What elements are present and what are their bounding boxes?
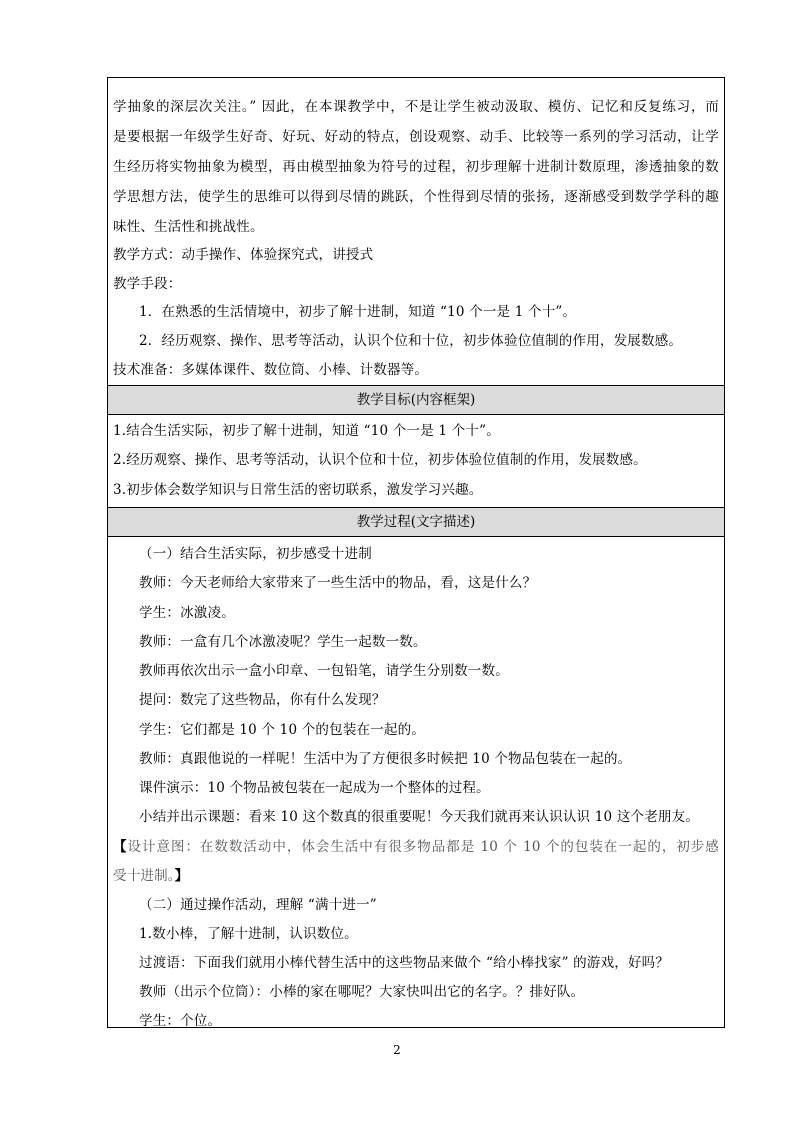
process-line: 教师：一盒有几个冰激凌呢？学生一起数一数。: [139, 634, 427, 650]
process-line: 提问：数完了这些物品，你有什么发现？: [139, 692, 386, 708]
process-line: 教师再依次出示一盒小印章、一包铅笔，请学生分别数一数。: [139, 663, 509, 679]
process-line: 学生：个位。: [139, 1013, 222, 1029]
page-number: 2: [393, 1043, 401, 1057]
process-header: 教学过程(文字描述): [108, 507, 724, 537]
goal-item: 2.经历观察、操作、思考等活动，认识个位和十位，初步体验位值制的作用，发展数感。: [113, 452, 647, 468]
intro-line: 生经历将实物抽象为模型，再由模型抽象为符号的过程，初步理解十进制计数原理，渗透抽象的数: [113, 159, 719, 175]
process-section: [108, 537, 724, 1027]
process-line: 课件演示：10 个物品被包装在一起成为一个整体的过程。: [139, 780, 490, 796]
intro-line: 学思想方法，使学生的思维可以得到尽情的跳跃，个性得到尽情的张扬，逐渐感受到数学学科的趣: [113, 189, 719, 205]
goals-section: [108, 415, 724, 507]
goal-item: 3.初步体会数学知识与日常生活的密切联系，激发学习兴趣。: [113, 482, 483, 498]
intro-line: 味性、生活性和挑战性。: [113, 219, 264, 235]
process-line: （二）通过操作活动，理解 “满十进一”: [139, 897, 377, 913]
process-line: 教师（出示个位筒）：小棒的家在哪呢？大家快叫出它的名字。？排好队。: [139, 984, 585, 1000]
process-line: 小结并出示课题：看来 10 这个数真的很重要呢！今天我们就再来认识认识 10 这个老朋友。: [139, 809, 700, 825]
design-intent-text: 受十进制。: [113, 868, 175, 884]
teaching-method: 教学方式：动手操作、体验探究式，讲授式: [113, 247, 374, 263]
teaching-means-label: 教学手段：: [113, 276, 182, 292]
intro-section: [108, 78, 724, 385]
design-intent-open-bracket: 【: [113, 839, 128, 855]
intro-line: 是要根据一年级学生好奇、好玩、好动的特点，创设观察、动手、比较等一系列的学习活动，让学: [113, 129, 719, 145]
process-line: 学生：冰激凌。: [139, 605, 235, 621]
goals-header: 教学目标(内容框架): [108, 385, 724, 415]
process-line: 学生：它们都是 10 个 10 个的包装在一起的。: [139, 722, 426, 738]
process-line: 过渡语：下面我们就用小棒代替生活中的这些物品来做个 “给小棒找家” 的游戏，好吗？: [139, 955, 670, 971]
design-intent-line1: [113, 838, 719, 856]
process-line: （一）结合生活实际，初步感受十进制: [139, 546, 372, 562]
goal-item: 1.结合生活实际，初步了解十进制，知道 “10 个一是 1 个十”。: [113, 423, 500, 439]
design-intent-line2: [113, 867, 188, 885]
design-intent-close-bracket: 】: [174, 868, 189, 884]
tech-prep: 技术准备：多媒体课件、数位筒、小棒、计数器等。: [113, 362, 429, 378]
design-intent-text: 设计意图：在数数活动中，体会生活中有很多物品都是 10 个 10 个的包装在一起的，初步感: [127, 839, 719, 855]
process-line: 教师：今天老师给大家带来了一些生活中的物品，看，这是什么？: [139, 575, 537, 591]
process-line: 1.数小棒，了解十进制，认识数位。: [139, 926, 358, 942]
means-item: 1．在熟悉的生活情境中，初步了解十进制，知道 “10 个一是 1 个十”。: [139, 304, 577, 320]
intro-line: 学抽象的深层次关注。” 因此，在本课教学中，不是让学生被动汲取、模仿、记忆和反复练习，而: [113, 99, 719, 115]
process-line: 教师：真跟他说的一样呢！生活中为了方便很多时候把 10 个物品包装在一起的。: [139, 751, 632, 767]
lesson-plan-table: [107, 77, 725, 1028]
means-item: 2．经历观察、操作、思考等活动，认识个位和十位，初步体验位值制的作用，发展数感。: [139, 333, 683, 349]
